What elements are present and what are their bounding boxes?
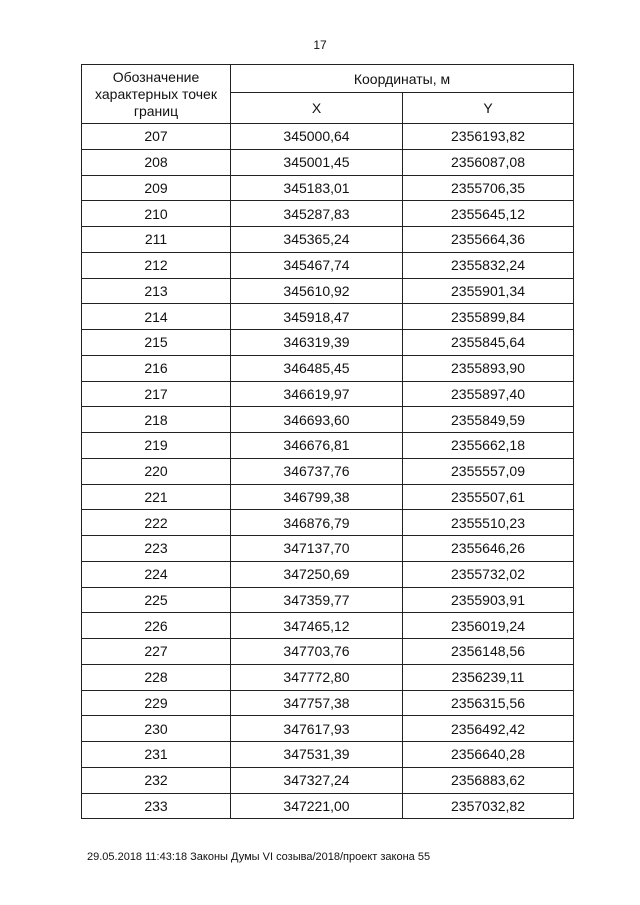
cell-x: 347137,70	[231, 536, 403, 562]
cell-x: 346737,76	[231, 458, 403, 484]
cell-y: 2355646,26	[403, 536, 574, 562]
cell-point: 233	[82, 793, 231, 819]
cell-x: 345287,83	[231, 201, 403, 227]
cell-y: 2356148,56	[403, 639, 574, 665]
cell-point: 222	[82, 510, 231, 536]
cell-x: 346676,81	[231, 433, 403, 459]
cell-x: 346485,45	[231, 355, 403, 381]
cell-x: 347772,80	[231, 664, 403, 690]
table-row	[82, 433, 574, 459]
cell-y: 2356883,62	[403, 767, 574, 793]
table-row	[82, 484, 574, 510]
cell-point: 210	[82, 201, 231, 227]
cell-x: 345918,47	[231, 304, 403, 330]
cell-y: 2356315,56	[403, 690, 574, 716]
cell-x: 347327,24	[231, 767, 403, 793]
cell-point: 220	[82, 458, 231, 484]
cell-point: 216	[82, 355, 231, 381]
cell-x: 346319,39	[231, 330, 403, 356]
cell-y: 2355893,90	[403, 355, 574, 381]
cell-x: 345183,01	[231, 175, 403, 201]
table-row	[82, 510, 574, 536]
y-column-header: Y	[403, 93, 574, 124]
cell-y: 2355664,36	[403, 227, 574, 253]
cell-y: 2356640,28	[403, 742, 574, 768]
cell-y: 2355897,40	[403, 381, 574, 407]
point-column-header: Обозначение характерных точек границ	[82, 65, 231, 124]
table-row	[82, 639, 574, 665]
table-row	[82, 407, 574, 433]
table-row	[82, 330, 574, 356]
cell-y: 2355903,91	[403, 587, 574, 613]
table-row	[82, 252, 574, 278]
table-row	[82, 149, 574, 175]
cell-y: 2355845,64	[403, 330, 574, 356]
footer-stamp: 29.05.2018 11:43:18 Законы Думы VI созыва/2018/проект закона 55	[87, 851, 431, 863]
cell-point: 212	[82, 252, 231, 278]
cell-x: 345001,45	[231, 149, 403, 175]
cell-y: 2355832,24	[403, 252, 574, 278]
cell-point: 230	[82, 716, 231, 742]
cell-x: 347221,00	[231, 793, 403, 819]
table-row	[82, 664, 574, 690]
cell-point: 226	[82, 613, 231, 639]
cell-point: 232	[82, 767, 231, 793]
coordinates-column-header: Координаты, м	[231, 65, 574, 93]
cell-point: 207	[82, 124, 231, 150]
cell-point: 219	[82, 433, 231, 459]
cell-y: 2355899,84	[403, 304, 574, 330]
cell-point: 217	[82, 381, 231, 407]
table-row	[82, 304, 574, 330]
cell-point: 223	[82, 536, 231, 562]
cell-x: 347531,39	[231, 742, 403, 768]
cell-x: 347703,76	[231, 639, 403, 665]
page-number: 17	[313, 38, 327, 52]
cell-x: 346799,38	[231, 484, 403, 510]
cell-y: 2355510,23	[403, 510, 574, 536]
cell-y: 2355645,12	[403, 201, 574, 227]
cell-y: 2355662,18	[403, 433, 574, 459]
cell-y: 2357032,82	[403, 793, 574, 819]
cell-point: 215	[82, 330, 231, 356]
cell-y: 2356193,82	[403, 124, 574, 150]
table-row	[82, 561, 574, 587]
cell-x: 346693,60	[231, 407, 403, 433]
cell-y: 2355732,02	[403, 561, 574, 587]
table-row	[82, 201, 574, 227]
cell-point: 213	[82, 278, 231, 304]
cell-x: 345610,92	[231, 278, 403, 304]
cell-x: 347465,12	[231, 613, 403, 639]
cell-y: 2355507,61	[403, 484, 574, 510]
table-row	[82, 278, 574, 304]
table-row	[82, 124, 574, 150]
cell-x: 347757,38	[231, 690, 403, 716]
table-row	[82, 227, 574, 253]
cell-y: 2355901,34	[403, 278, 574, 304]
cell-x: 345000,64	[231, 124, 403, 150]
table-row	[82, 716, 574, 742]
cell-point: 218	[82, 407, 231, 433]
table-row	[82, 742, 574, 768]
cell-point: 231	[82, 742, 231, 768]
cell-x: 346619,97	[231, 381, 403, 407]
cell-x: 346876,79	[231, 510, 403, 536]
cell-y: 2356239,11	[403, 664, 574, 690]
cell-y: 2356019,24	[403, 613, 574, 639]
coordinates-table	[81, 64, 574, 819]
table-row	[82, 175, 574, 201]
cell-y: 2355706,35	[403, 175, 574, 201]
cell-point: 208	[82, 149, 231, 175]
cell-point: 227	[82, 639, 231, 665]
table-row	[82, 793, 574, 819]
cell-x: 347250,69	[231, 561, 403, 587]
x-column-header: X	[231, 93, 403, 124]
cell-point: 229	[82, 690, 231, 716]
cell-y: 2356492,42	[403, 716, 574, 742]
table-row	[82, 355, 574, 381]
cell-x: 347617,93	[231, 716, 403, 742]
table-row	[82, 613, 574, 639]
cell-x: 345467,74	[231, 252, 403, 278]
cell-point: 211	[82, 227, 231, 253]
table-row	[82, 458, 574, 484]
cell-point: 209	[82, 175, 231, 201]
cell-x: 345365,24	[231, 227, 403, 253]
table-row	[82, 690, 574, 716]
cell-point: 221	[82, 484, 231, 510]
table-row	[82, 536, 574, 562]
cell-y: 2355849,59	[403, 407, 574, 433]
cell-point: 224	[82, 561, 231, 587]
cell-y: 2356087,08	[403, 149, 574, 175]
cell-point: 228	[82, 664, 231, 690]
cell-point: 214	[82, 304, 231, 330]
table-row	[82, 587, 574, 613]
table-row	[82, 381, 574, 407]
cell-x: 347359,77	[231, 587, 403, 613]
cell-y: 2355557,09	[403, 458, 574, 484]
table-row	[82, 767, 574, 793]
cell-point: 225	[82, 587, 231, 613]
